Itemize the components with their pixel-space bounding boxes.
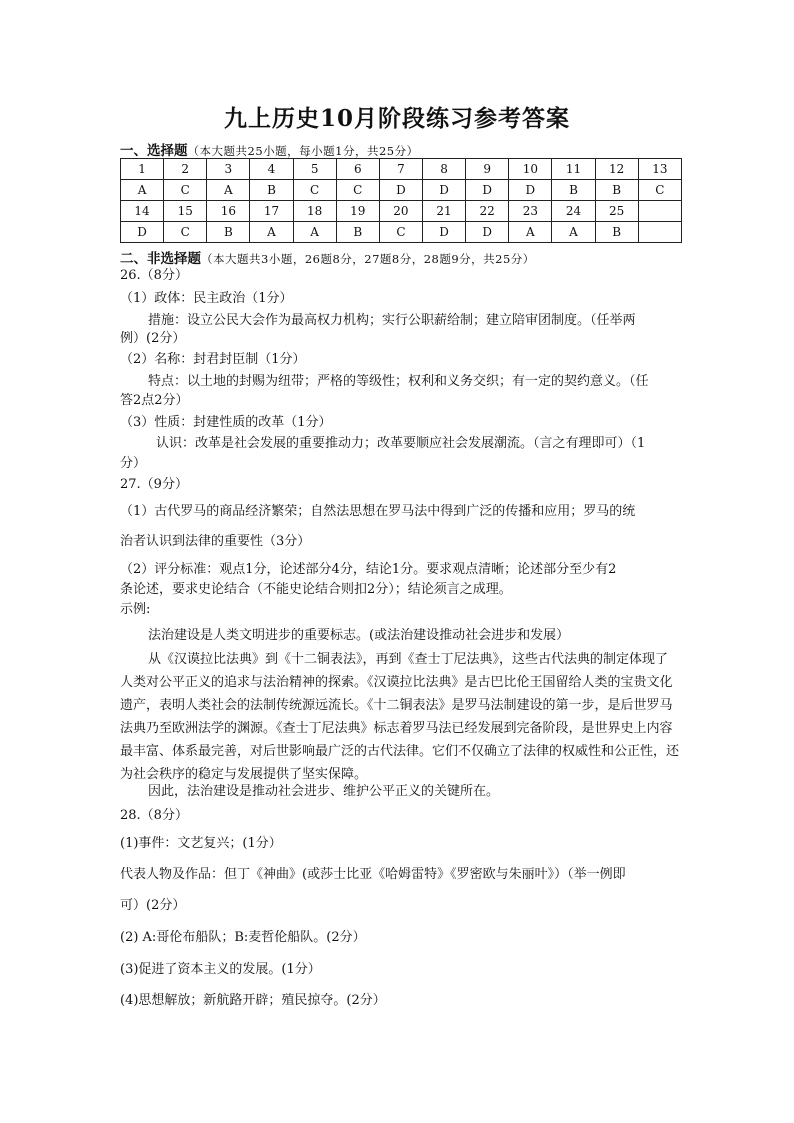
answer-table-cell: 20 bbox=[379, 201, 422, 222]
q26-line-2: 措施：设立公民大会作为最高权力机构；实行公职薪给制；建立陪审团制度。（任举两 bbox=[148, 313, 636, 328]
answer-table-cell: 23 bbox=[509, 201, 552, 222]
answer-table-cell: B bbox=[595, 222, 638, 243]
page-title: 九上历史10月阶段练习参考答案 bbox=[223, 105, 570, 132]
answer-table-cell: D bbox=[379, 180, 422, 201]
q28-line-6: (4)思想解放；新航路开辟；殖民掠夺。(2分） bbox=[120, 993, 386, 1008]
q27-conclusion: 因此，法治建设是推动社会进步、维护公平正义的关键所在。 bbox=[148, 784, 500, 799]
section-1-note: （本大题共25小题，每小题1分，共25分） bbox=[187, 144, 419, 158]
answer-table-row bbox=[121, 201, 682, 222]
q26-heading: 26.（8分） bbox=[120, 268, 188, 283]
q26-line-4: （2）名称：封君封臣制（1分） bbox=[120, 352, 306, 367]
answer-table-cell: D bbox=[422, 180, 465, 201]
section-2-heading bbox=[120, 247, 535, 267]
section-1-heading bbox=[120, 139, 419, 159]
answer-table-cell: A bbox=[552, 222, 595, 243]
q26-line-5: 特点：以土地的封赐为纽带；严格的等级性；权利和义务交织；有一定的契约意义。（任 bbox=[148, 374, 649, 389]
q28-line-1: (1)事件：文艺复兴；(1分） bbox=[120, 836, 282, 851]
answer-table-cell: 17 bbox=[250, 201, 293, 222]
q27-line-1: （1）古代罗马的商品经济繁荣；自然法思想在罗马法中得到广泛的传播和应用；罗马的统 bbox=[120, 504, 636, 519]
answer-table-cell: D bbox=[422, 222, 465, 243]
q26-line-6: 答2点2分） bbox=[120, 393, 189, 408]
answer-table-cell: D bbox=[509, 180, 552, 201]
q27-line-5: 示例: bbox=[120, 602, 151, 617]
answer-table-cell: 7 bbox=[379, 159, 422, 180]
answer-table-row bbox=[121, 180, 682, 201]
answer-table-row bbox=[121, 159, 682, 180]
answer-table-cell: 10 bbox=[509, 159, 552, 180]
answer-table-cell: D bbox=[121, 222, 164, 243]
q27-sample-essay-text: 从《汉谟拉比法典》到《十二铜表法》，再到《查士丁尼法典》，这些古代法典的制定体现了人类对公平正义的追求与法治精神的探索。《汉谟拉比法典》是古巴比伦王国留给人类的宝贵文化遗产，表明人类社会的法制传统源远流长。《十二铜表法》是罗马法制建设的第一步，是后世罗马法典乃至欧洲法学的渊源。《查士丁尼法典》标志着罗马法已经发展到完备阶段，是世界史上内容最丰富、体系最完善，对后世影响最广泛的古代法律。它们不仅确立了法律的权威性和公正性，还为社会秩序的稳定与发展提供了坚实保障。 bbox=[120, 652, 680, 782]
q26-line-1: （1）政体：民主政治（1分） bbox=[120, 291, 293, 306]
q27-line-3: （2）评分标准：观点1分，论述部分4分，结论1分。要求观点清晰；论述部分至少有2 bbox=[120, 562, 617, 577]
answer-table-cell: 9 bbox=[466, 159, 509, 180]
answer-table bbox=[120, 158, 682, 243]
q26-line-3: 例）(2分） bbox=[120, 331, 186, 346]
answer-table-cell: A bbox=[293, 222, 336, 243]
answer-table-cell: 21 bbox=[422, 201, 465, 222]
answer-table-cell: C bbox=[638, 180, 681, 201]
q28-line-4: (2) A:哥伦布船队；B:麦哲伦船队。(2分） bbox=[120, 930, 366, 945]
answer-table-cell: B bbox=[250, 180, 293, 201]
answer-table-cell: B bbox=[336, 222, 379, 243]
section-1-title: 一、选择题 bbox=[120, 143, 188, 159]
answer-table-cell: 8 bbox=[422, 159, 465, 180]
answer-table-cell: B bbox=[207, 222, 250, 243]
answer-table-cell: D bbox=[466, 222, 509, 243]
answer-table-cell: 6 bbox=[336, 159, 379, 180]
q27-line-4: 条论述，要求史论结合（不能史论结合则扣2分）；结论须言之成理。 bbox=[120, 582, 512, 597]
answer-table-cell: 3 bbox=[207, 159, 250, 180]
answer-table-cell: A bbox=[207, 180, 250, 201]
answer-table-cell: C bbox=[164, 222, 207, 243]
answer-table-cell: 16 bbox=[207, 201, 250, 222]
q26-line-8: 认识：改革是社会发展的重要推动力；改革要顺应社会发展潮流。（言之有理即可）（1 bbox=[156, 436, 646, 451]
answer-table-cell: 12 bbox=[595, 159, 638, 180]
answer-table-cell: 1 bbox=[121, 159, 164, 180]
q28-heading: 28.（8分） bbox=[120, 808, 188, 823]
answer-table-cell: 25 bbox=[595, 201, 638, 222]
q26-line-7: （3）性质：封建性质的改革（1分） bbox=[120, 415, 332, 430]
answer-table-cell bbox=[638, 222, 681, 243]
answer-table-cell: 11 bbox=[552, 159, 595, 180]
q27-heading: 27.（9分） bbox=[120, 477, 188, 492]
answer-table-cell: 15 bbox=[164, 201, 207, 222]
answer-table-cell: 13 bbox=[638, 159, 681, 180]
q28-line-2: 代表人物及作品：但丁《神曲》(或莎士比亚《哈姆雷特》《罗密欧与朱丽叶》）（举一例即 bbox=[120, 867, 626, 882]
q27-sample-essay bbox=[120, 648, 680, 786]
answer-table-cell bbox=[638, 201, 681, 222]
answer-table-cell: 19 bbox=[336, 201, 379, 222]
answer-table-cell: C bbox=[164, 180, 207, 201]
answer-table-cell: A bbox=[509, 222, 552, 243]
answer-table-cell: 5 bbox=[293, 159, 336, 180]
answer-table-cell: B bbox=[552, 180, 595, 201]
answer-table-cell: 4 bbox=[250, 159, 293, 180]
answer-table-cell: D bbox=[466, 180, 509, 201]
answer-table-cell: 2 bbox=[164, 159, 207, 180]
answer-table-cell: 14 bbox=[121, 201, 164, 222]
answer-table-cell: 24 bbox=[552, 201, 595, 222]
answer-table-cell: 18 bbox=[293, 201, 336, 222]
answer-table-cell: C bbox=[379, 222, 422, 243]
answer-table-cell: C bbox=[336, 180, 379, 201]
q28-line-5: (3)促进了资本主义的发展。(1分） bbox=[120, 962, 321, 977]
q26-line-9: 分） bbox=[120, 456, 147, 471]
answer-table-cell: 22 bbox=[466, 201, 509, 222]
answer-table-cell: C bbox=[293, 180, 336, 201]
q27-line-2: 治者认识到法律的重要性（3分） bbox=[120, 534, 311, 549]
q28-line-3: 可）(2分） bbox=[120, 898, 186, 913]
answer-table-cell: A bbox=[121, 180, 164, 201]
section-2-note: （本大题共3小题，26题8分，27题8分，28题9分，共25分） bbox=[201, 252, 535, 266]
q27-line-6: 法治建设是人类文明进步的重要标志。(或法治建设推动社会进步和发展） bbox=[148, 628, 570, 643]
answer-table-cell: A bbox=[250, 222, 293, 243]
section-2-title: 二、非选择题 bbox=[120, 251, 201, 267]
answer-table-row bbox=[121, 222, 682, 243]
answer-table-cell: B bbox=[595, 180, 638, 201]
